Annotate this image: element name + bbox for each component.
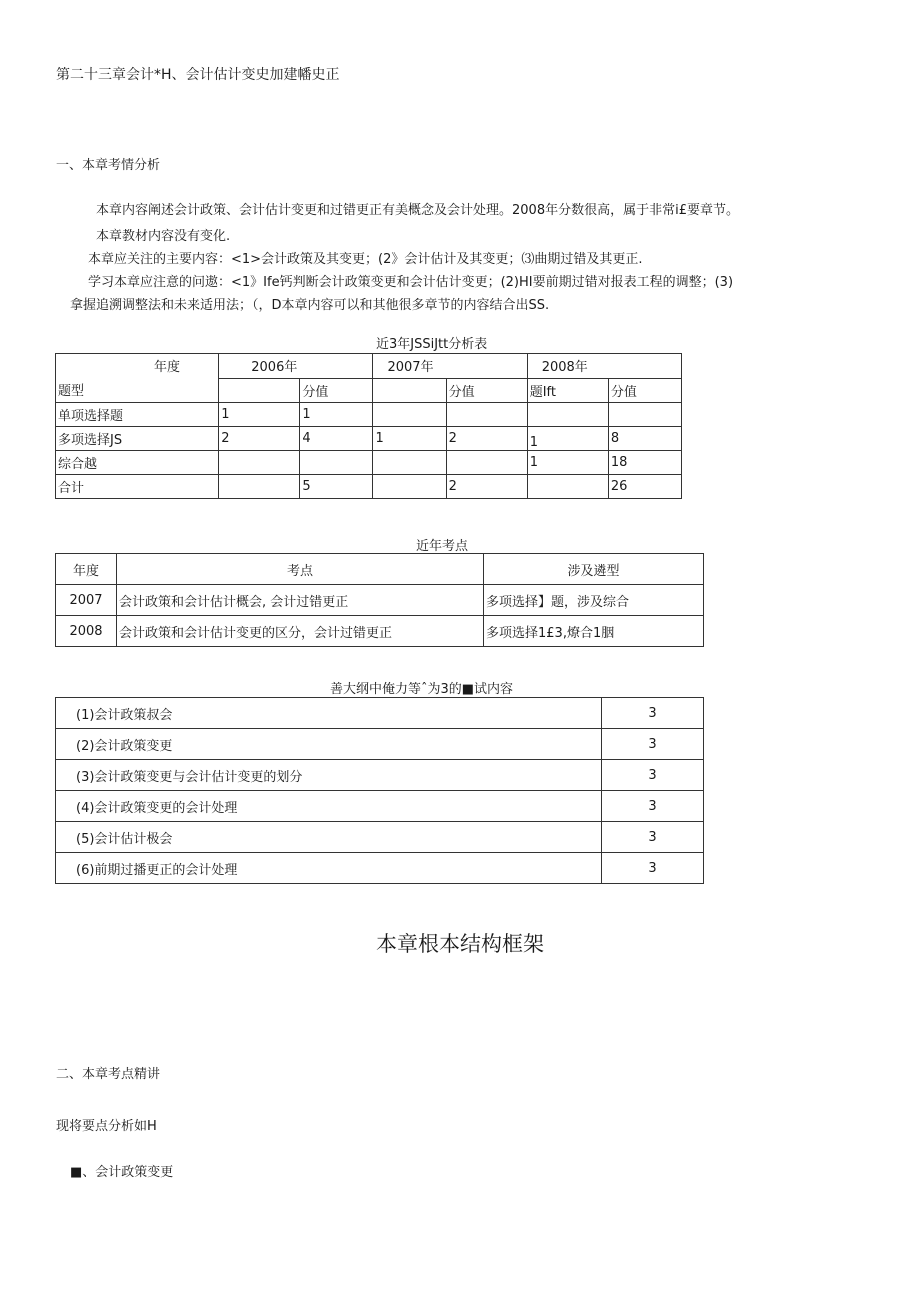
- table-row: [56, 729, 704, 760]
- table-cell: 18: [608, 451, 681, 475]
- year-cell: 2008: [56, 616, 117, 647]
- year-header: 2007年: [373, 354, 527, 379]
- section-heading-analysis: 一、本章考情分析: [56, 158, 161, 173]
- framework-title: 本章根本结构框架: [376, 932, 544, 956]
- table-row: [56, 427, 682, 451]
- table-cell: [527, 403, 608, 427]
- syllabus-item: (2)会计政策变更: [56, 729, 602, 760]
- table-cell: [608, 403, 681, 427]
- year-header: 2008年: [527, 354, 681, 379]
- level-value: 3: [602, 822, 704, 853]
- table-row: [56, 585, 704, 616]
- table1-caption: 近3年JSSiJtt分析表: [376, 337, 488, 352]
- table-row: [56, 822, 704, 853]
- row-label: 多项选择JS: [56, 427, 219, 451]
- table-cell: 1: [527, 427, 608, 451]
- year-header: 2006年: [219, 354, 373, 379]
- table-row: [56, 760, 704, 791]
- table-cell: [446, 403, 527, 427]
- table-row: [56, 616, 704, 647]
- header-point: 考点: [117, 554, 484, 585]
- subheader-cell: [373, 378, 446, 403]
- subheader-cell: 题Ift: [527, 378, 608, 403]
- subheader-cell: 分值: [300, 378, 373, 403]
- table3-caption: 善大纲中俺力等ˆ为3的■试内容: [330, 682, 514, 697]
- table-row: [56, 475, 682, 499]
- header-type: 涉及遴型: [484, 554, 704, 585]
- corner-cell: [56, 354, 219, 403]
- row-label: 合计: [56, 475, 219, 499]
- table-cell: [300, 451, 373, 475]
- table-row: [56, 403, 682, 427]
- paragraph: 学习本章应注意的问遨：<1》Ife钙判断会计政策变更和会计估计变更；(2)HI要前期过错对报表工程的调整；(3): [88, 275, 734, 290]
- corner-type-label: 题型: [58, 384, 85, 399]
- table-row: [56, 451, 682, 475]
- table-cell: [373, 403, 446, 427]
- paragraph: 本章教材内容没有变化.: [96, 229, 231, 244]
- table-cell: [527, 475, 608, 499]
- table-cell: 5: [300, 475, 373, 499]
- table-cell: 8: [608, 427, 681, 451]
- table-cell: 1: [373, 427, 446, 451]
- subheader-cell: [219, 378, 300, 403]
- table-row: [56, 791, 704, 822]
- year-cell: 2007: [56, 585, 117, 616]
- syllabus-level-table: [55, 697, 704, 884]
- table-cell: 2: [446, 475, 527, 499]
- table-cell: [373, 451, 446, 475]
- subheader-cell: 分值: [446, 378, 527, 403]
- table-cell: 1: [219, 403, 300, 427]
- type-cell: 多项选择】题，涉及综合: [484, 585, 704, 616]
- paragraph: 本章内容阐述会计政策、会计估计变更和过错更正有美概念及会计处理。2008年分数很高，属于非常i£要章节。: [96, 203, 739, 218]
- table-row: [56, 698, 704, 729]
- point-cell: 会计政策和会计估计变更的区分，会计过错更正: [117, 616, 484, 647]
- level-value: 3: [602, 791, 704, 822]
- table-cell: 2: [219, 427, 300, 451]
- level-value: 3: [602, 729, 704, 760]
- table-cell: 26: [608, 475, 681, 499]
- subsection-heading: ■、会计政策变更: [70, 1165, 174, 1180]
- section-heading-points: 二、本章考点精讲: [56, 1067, 161, 1082]
- syllabus-item: (3)会计政策变更与会计估计变更的划分: [56, 760, 602, 791]
- table-row: [56, 853, 704, 884]
- syllabus-item: (1)会计政策叔会: [56, 698, 602, 729]
- table-cell: 2: [446, 427, 527, 451]
- type-cell: 多项选择1£3,燎合1胭: [484, 616, 704, 647]
- chapter-title: 第二十三章会计*H、会计估计变史加建幡史正: [56, 67, 340, 83]
- table-cell: 4: [300, 427, 373, 451]
- table-cell: [446, 451, 527, 475]
- table-cell: [219, 475, 300, 499]
- recent-points-table: [55, 553, 704, 647]
- header-year: 年度: [56, 554, 117, 585]
- syllabus-item: (4)会计政策变更的会计处理: [56, 791, 602, 822]
- table-cell: [373, 475, 446, 499]
- row-label: 单项选择题: [56, 403, 219, 427]
- paragraph: 现将要点分析如H: [56, 1119, 157, 1134]
- level-value: 3: [602, 698, 704, 729]
- table-cell: 1: [300, 403, 373, 427]
- table2-caption: 近年考点: [416, 539, 469, 554]
- table-cell: 1: [527, 451, 608, 475]
- row-label: 综合越: [56, 451, 219, 475]
- level-value: 3: [602, 853, 704, 884]
- table-cell: [219, 451, 300, 475]
- subheader-cell: 分值: [608, 378, 681, 403]
- point-cell: 会计政策和会计估计概会, 会计过错更正: [117, 585, 484, 616]
- corner-year-label: 年度: [154, 360, 181, 375]
- syllabus-item: (6)前期过播更正的会计处理: [56, 853, 602, 884]
- syllabus-item: (5)会计估计极会: [56, 822, 602, 853]
- exam-analysis-table: [55, 353, 682, 499]
- level-value: 3: [602, 760, 704, 791]
- paragraph: 拿握追溯调整法和未来适用法；（，D本章内容可以和其他很多章节的内容结合出SS.: [70, 298, 550, 313]
- paragraph: 本章应关注的主要内容：<1>会计政策及其变更；(2》会计估计及其变更；⑶曲期过错及其更正.: [88, 252, 643, 267]
